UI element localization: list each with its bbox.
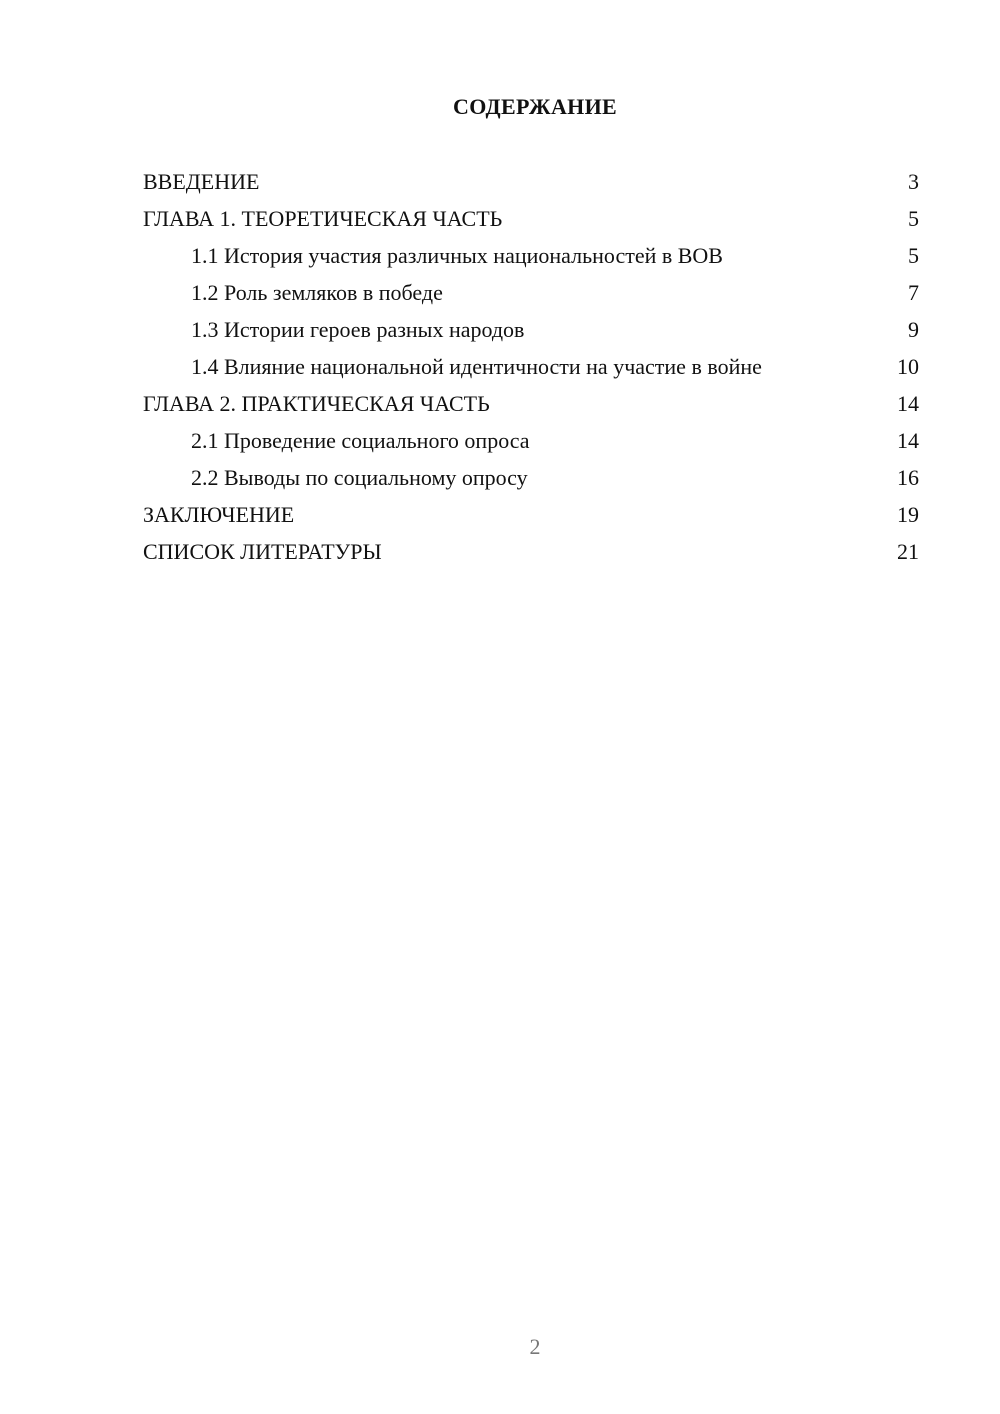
toc-entry-page: 21 xyxy=(897,539,919,564)
toc-entry-page: 5 xyxy=(908,243,919,268)
toc-entry-page: 5 xyxy=(908,206,919,231)
toc-entry-page: 7 xyxy=(908,280,919,305)
toc-entry-page: 16 xyxy=(897,465,919,490)
toc-entry-label: СПИСОК ЛИТЕРАТУРЫ xyxy=(143,539,382,564)
toc-entry-label: 2.2 Выводы по социальному опросу xyxy=(191,465,528,490)
toc-entry-label: 1.4 Влияние национальной идентичности на участие в войне xyxy=(191,354,762,379)
toc-list xyxy=(143,168,919,575)
toc-entry-page: 14 xyxy=(897,391,919,416)
toc-entry-label: ЗАКЛЮЧЕНИЕ xyxy=(143,502,295,527)
page-number: 2 xyxy=(529,1334,541,1359)
toc-entry-page: 14 xyxy=(897,428,919,453)
toc-entry-label: ГЛАВА 1. ТЕОРЕТИЧЕСКАЯ ЧАСТЬ xyxy=(143,206,503,231)
toc-entry-page: 19 xyxy=(897,502,919,527)
toc-entry-page: 10 xyxy=(897,354,919,379)
toc-entry-label: ГЛАВА 2. ПРАКТИЧЕСКАЯ ЧАСТЬ xyxy=(143,391,490,416)
toc-entry-section-1-1[interactable] xyxy=(143,242,919,269)
toc-entry-introduction[interactable] xyxy=(143,168,919,195)
toc-entry-conclusion[interactable] xyxy=(143,501,919,528)
toc-entry-label: 2.1 Проведение социального опроса xyxy=(191,428,530,453)
toc-entry-chapter-1[interactable] xyxy=(143,205,919,232)
toc-entry-bibliography[interactable] xyxy=(143,538,919,565)
toc-entry-section-1-2[interactable] xyxy=(143,279,919,306)
toc-entry-section-2-1[interactable] xyxy=(143,427,919,454)
toc-entry-page: 9 xyxy=(908,317,919,342)
toc-entry-label: 1.1 История участия различных национальностей в ВОВ xyxy=(191,243,723,268)
toc-entry-label: 1.3 Истории героев разных народов xyxy=(191,317,525,342)
toc-entry-label: 1.2 Роль земляков в победе xyxy=(191,280,443,305)
toc-entry-section-2-2[interactable] xyxy=(143,464,919,491)
toc-title: СОДЕРЖАНИЕ xyxy=(453,94,617,119)
toc-entry-section-1-3[interactable] xyxy=(143,316,919,343)
toc-entry-section-1-4[interactable] xyxy=(143,353,919,380)
toc-entry-page: 3 xyxy=(908,169,919,194)
toc-entry-chapter-2[interactable] xyxy=(143,390,919,417)
toc-entry-label: ВВЕДЕНИЕ xyxy=(143,169,260,194)
